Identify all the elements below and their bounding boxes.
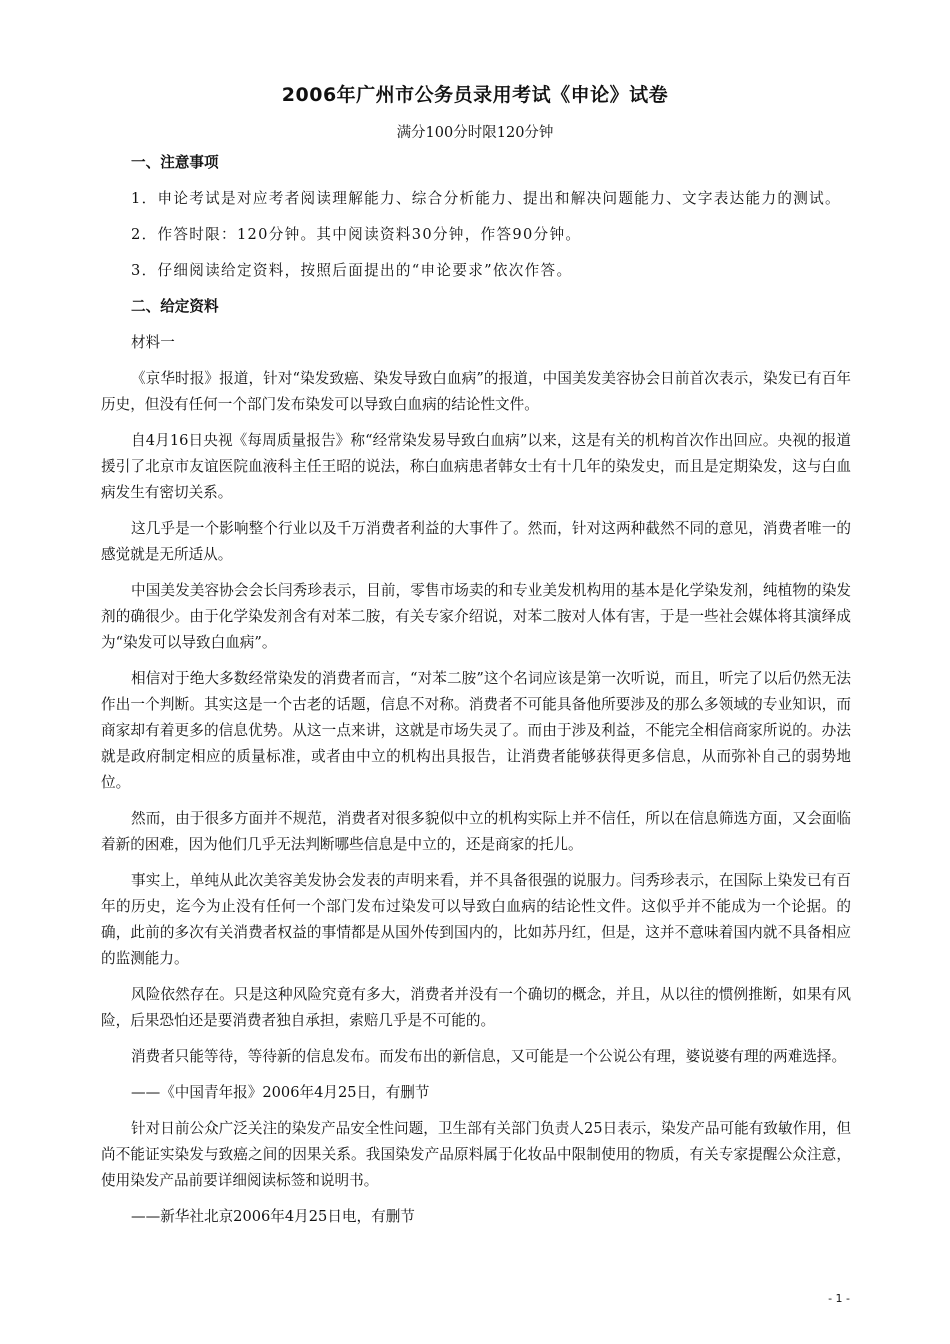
material-paragraph-7: 事实上，单纯从此次美容美发协会发表的声明来看，并不具备很强的说服力。闫秀珍表示，在国际上染发已有百年的历史，迄今为止没有任何一个部门发布过染发可以导致白血病的结论性文件。这似乎并不能成为一个论据。的确，此前的多次有关消费者权益的事情都是从国外传到国内的，比如苏丹红，但是，这并不意味着国内就不具备相应的监测能力。 [101, 872, 851, 967]
source-citation-2: ——新华社北京2006年4月25日电，有删节 [131, 1208, 415, 1225]
document-body [101, 150, 851, 1240]
note-item-2: 2．作答时限：120分钟。其中阅读资料30分钟，作答90分钟。 [131, 226, 582, 243]
page-title: 2006年广州市公务员录用考试《申论》试卷 [281, 84, 669, 106]
note-item-3: 3．仔细阅读给定资料，按照后面提出的“申论要求”依次作答。 [131, 262, 573, 279]
material-paragraph-10: 针对日前公众广泛关注的染发产品安全性问题，卫生部有关部门负责人25日表示，染发产品可能有致敏作用，但尚不能证实染发与致癌之间的因果关系。我国染发产品原料属于化妆品中限制使用的物质，有关专家提醒公众注意，使用染发产品前要详细阅读标签和说明书。 [101, 1120, 851, 1189]
material-paragraph-8: 风险依然存在。只是这种风险究竟有多大，消费者并没有一个确切的概念，并且，从以往的惯例推断，如果有风险，后果恐怕还是要消费者独自承担，索赔几乎是不可能的。 [101, 986, 851, 1029]
material-paragraph-5: 相信对于绝大多数经常染发的消费者而言，“对苯二胺”这个名词应该是第一次听说，而且，听完了以后仍然无法作出一个判断。其实这是一个古老的话题，信息不对称。消费者不可能具备他所要涉及的那么多领域的专业知识，而商家却有着更多的信息优势。从这一点来讲，这就是市场失灵了。而由于涉及利益，不能完全相信商家所说的。办法就是政府制定相应的质量标准，或者由中立的机构出具报告，让消费者能够获得更多信息，从而弥补自己的弱势地位。 [101, 670, 851, 791]
material-label: 材料一 [131, 334, 175, 351]
material-paragraph-9: 消费者只能等待，等待新的信息发布。而发布出的新信息，又可能是一个公说公有理，婆说婆有理的两难选择。 [131, 1048, 847, 1065]
note-item-1: 1．申论考试是对应考者阅读理解能力、综合分析能力、提出和解决问题能力、文字表达能力的测试。 [131, 190, 841, 207]
material-paragraph-3: 这几乎是一个影响整个行业以及千万消费者利益的大事件了。然而，针对这两种截然不同的意见，消费者唯一的感觉就是无所适从。 [101, 520, 851, 563]
material-paragraph-1: 《京华时报》报道，针对“染发致癌、染发导致白血病”的报道，中国美发美容协会日前首次表示，染发已有百年历史，但没有任何一个部门发布染发可以导致白血病的结论性文件。 [101, 370, 851, 413]
section-heading-materials: 二、给定资料 [131, 298, 219, 315]
material-paragraph-4: 中国美发美容协会会长闫秀珍表示，目前，零售市场卖的和专业美发机构用的基本是化学染发剂，纯植物的染发剂的确很少。由于化学染发剂含有对苯二胺，有关专家介绍说，对苯二胺对人体有害，于是一些社会媒体将其演绎成为“染发可以导致白血病”。 [101, 582, 851, 651]
page-number: - 1 - [828, 1292, 850, 1305]
exam-subtitle: 满分100分时限120分钟 [396, 125, 554, 141]
source-citation-1: ——《中国青年报》2006年4月25日，有删节 [131, 1084, 430, 1101]
material-paragraph-2: 自4月16日央视《每周质量报告》称“经常染发易导致白血病”以来，这是有关的机构首次作出回应。央视的报道援引了北京市友谊医院血液科主任王昭的说法，称白血病患者韩女士有十几年的染发史，而且是定期染发，这与白血病发生有密切关系。 [101, 432, 851, 501]
section-heading-notes: 一、注意事项 [131, 154, 219, 171]
material-paragraph-6: 然而，由于很多方面并不规范，消费者对很多貌似中立的机构实际上并不信任，所以在信息筛选方面，又会面临着新的困难，因为他们几乎无法判断哪些信息是中立的，还是商家的托儿。 [101, 810, 851, 853]
